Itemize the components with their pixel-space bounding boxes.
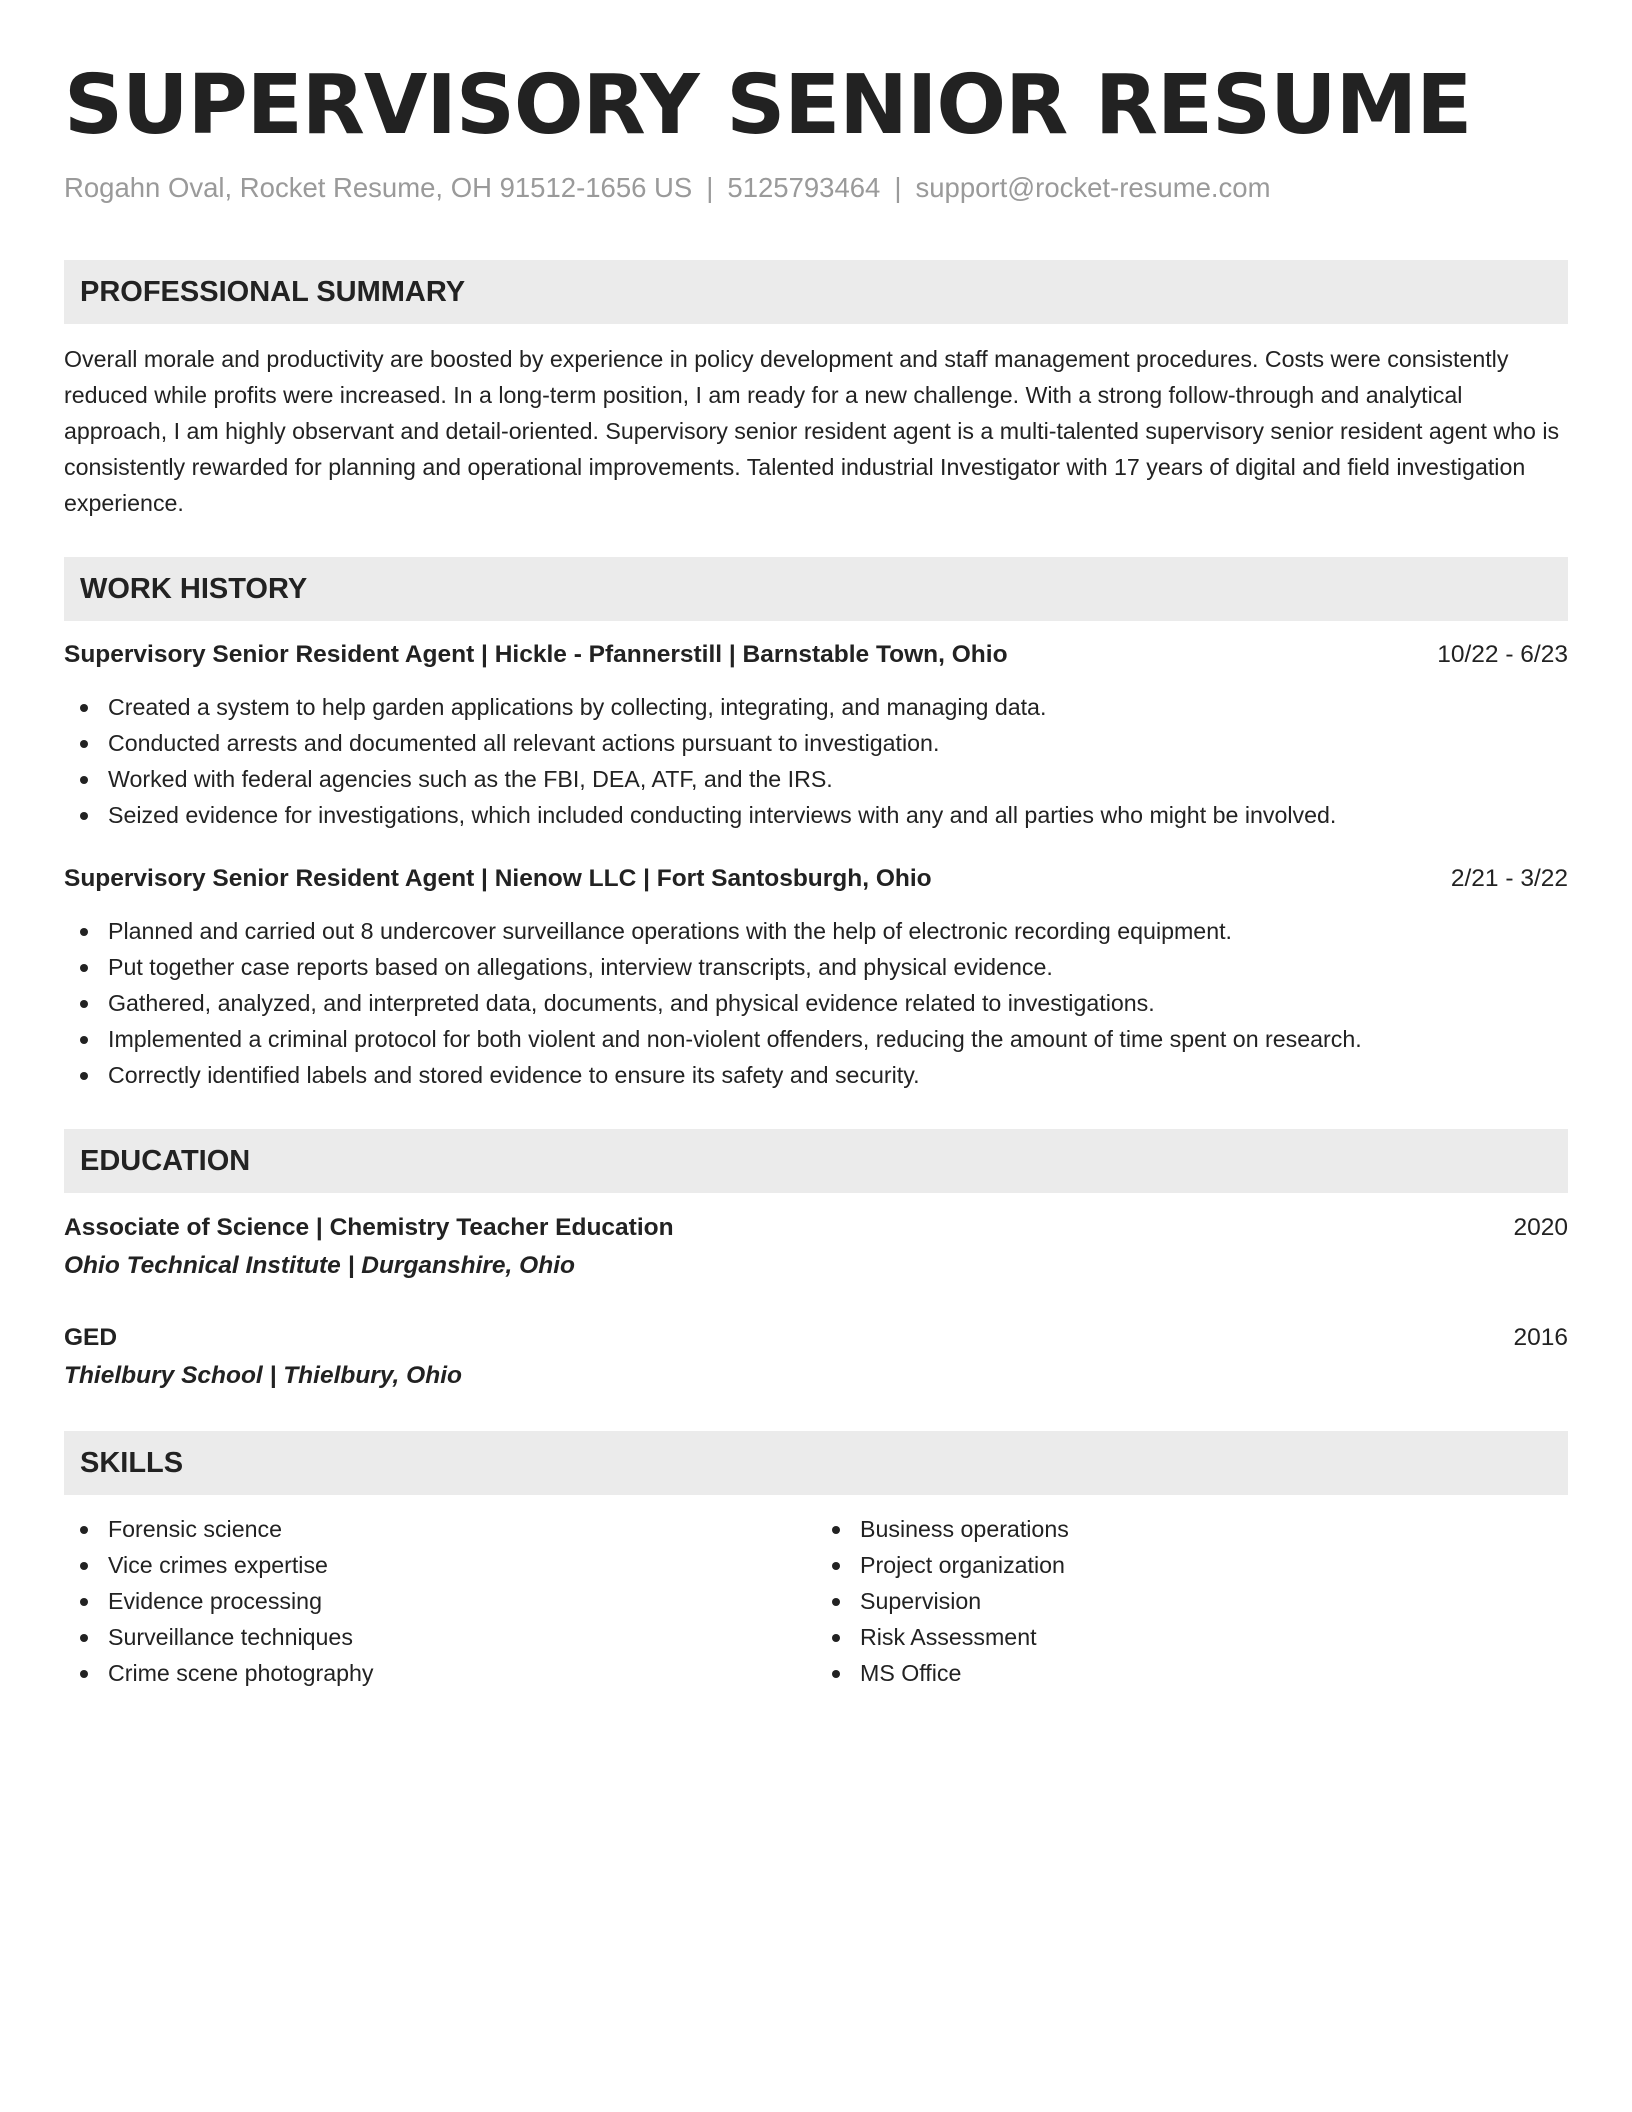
bullet-icon: [80, 1072, 88, 1080]
skill-item: [64, 1583, 816, 1619]
skill-text: Vice crimes expertise: [108, 1552, 328, 1578]
section-header-summary: [64, 260, 1568, 324]
bullet-icon: [80, 1598, 88, 1606]
bullet-icon: [80, 1634, 88, 1642]
bullet-icon: [80, 964, 88, 972]
bullet-icon: [832, 1562, 840, 1570]
job-bullet: [64, 797, 1568, 833]
skills-grid: [64, 1511, 1568, 1691]
education-header: [64, 1319, 1568, 1357]
skill-text: MS Office: [860, 1660, 962, 1686]
contact-address: Rogahn Oval, Rocket Resume, OH 91512-1656 US: [64, 172, 693, 203]
education-entry: [64, 1319, 1568, 1395]
job-bullet: [64, 1021, 1568, 1057]
section-header-education: [64, 1129, 1568, 1193]
skill-item: [816, 1583, 1568, 1619]
skill-item: [816, 1511, 1568, 1547]
job-bullet: [64, 985, 1568, 1021]
bullet-icon: [80, 812, 88, 820]
job-header: [64, 637, 1568, 673]
contact-line: [64, 170, 1568, 206]
skill-item: [816, 1547, 1568, 1583]
skill-text: Forensic science: [108, 1516, 282, 1542]
contact-email: support@rocket-resume.com: [915, 172, 1271, 203]
summary-text: Overall morale and productivity are boosted by experience in policy development and staff management procedures. Costs were consistently reduced while profits were increased. In a long-term position, I am ready for a new challenge. With a strong follow-through and analytical approach, I am highly observant and detail-oriented. Supervisory senior resident agent is a multi-talented supervisory senior resident agent who is consistently rewarded for planning and operational improvements. Talented industrial Investigator with 17 years of digital and field investigation experience.: [64, 346, 1560, 516]
job-bullet: [64, 761, 1568, 797]
skill-item: [64, 1619, 816, 1655]
education-year: 2016: [1513, 1324, 1568, 1351]
skill-item: [64, 1655, 816, 1691]
job-bullet: [64, 725, 1568, 761]
skills-list: [64, 1511, 816, 1691]
bullet-icon: [80, 1036, 88, 1044]
section-header-skills: [64, 1431, 1568, 1495]
skills-list: [816, 1511, 1568, 1691]
skill-text: Business operations: [860, 1516, 1069, 1542]
job-bullet-text: Gathered, analyzed, and interpreted data, documents, and physical evidence related to investigations.: [108, 990, 1155, 1016]
bullet-icon: [80, 776, 88, 784]
section-title: SKILLS: [80, 1446, 184, 1479]
job-bullet-text: Seized evidence for investigations, which included conducting interviews with any and all parties who might be involved.: [108, 802, 1337, 828]
skill-text: Supervision: [860, 1588, 982, 1614]
job-bullet-text: Created a system to help garden applications by collecting, integrating, and managing data.: [108, 694, 1047, 720]
job-header: [64, 861, 1568, 897]
job-entry: [64, 861, 1568, 1093]
job-bullet-text: Implemented a criminal protocol for both violent and non-violent offenders, reducing the amount of time spent on research.: [108, 1026, 1362, 1052]
job-bullet-list: [64, 913, 1568, 1093]
skill-text: Crime scene photography: [108, 1660, 374, 1686]
job-bullet-text: Put together case reports based on allegations, interview transcripts, and physical evidence.: [108, 954, 1053, 980]
education-degree: GED: [64, 1324, 118, 1351]
bullet-icon: [80, 1000, 88, 1008]
bullet-icon: [80, 1562, 88, 1570]
skills-column-right: [816, 1511, 1568, 1691]
skill-text: Evidence processing: [108, 1588, 322, 1614]
skill-text: Project organization: [860, 1552, 1065, 1578]
job-dates: 2/21 - 3/22: [1450, 865, 1568, 892]
education-year: 2020: [1513, 1214, 1568, 1241]
section-title: EDUCATION: [80, 1144, 251, 1177]
resume-title: SUPERVISORY SENIOR RESUME: [64, 58, 1472, 153]
job-bullet-text: Planned and carried out 8 undercover surveillance operations with the help of electronic recording equipment.: [108, 918, 1232, 944]
education-school: Thielbury School | Thielbury, Ohio: [64, 1362, 462, 1389]
contact-phone: 5125793464: [727, 172, 881, 203]
job-title: Supervisory Senior Resident Agent | Nienow LLC | Fort Santosburgh, Ohio: [64, 865, 932, 892]
bullet-icon: [80, 704, 88, 712]
job-bullet-text: Worked with federal agencies such as the FBI, DEA, ATF, and the IRS.: [108, 766, 833, 792]
section-header-work-history: [64, 557, 1568, 621]
skills-column-left: [64, 1511, 816, 1691]
skill-text: Risk Assessment: [860, 1624, 1037, 1650]
education-entry: [64, 1209, 1568, 1285]
bullet-icon: [80, 1526, 88, 1534]
job-bullet: [64, 949, 1568, 985]
bullet-icon: [832, 1598, 840, 1606]
bullet-icon: [80, 740, 88, 748]
skill-text: Surveillance techniques: [108, 1624, 353, 1650]
job-dates: 10/22 - 6/23: [1437, 641, 1568, 668]
education-degree: Associate of Science | Chemistry Teacher Education: [64, 1214, 674, 1241]
job-bullet-text: Correctly identified labels and stored evidence to ensure its safety and security.: [108, 1062, 920, 1088]
job-bullet: [64, 1057, 1568, 1093]
education-school: Ohio Technical Institute | Durganshire, Ohio: [64, 1252, 575, 1279]
bullet-icon: [832, 1670, 840, 1678]
job-bullet-text: Conducted arrests and documented all relevant actions pursuant to investigation.: [108, 730, 940, 756]
job-bullet: [64, 913, 1568, 949]
section-title: WORK HISTORY: [80, 572, 308, 605]
section-title: PROFESSIONAL SUMMARY: [80, 275, 466, 308]
job-bullet-list: [64, 689, 1568, 833]
job-entry: [64, 637, 1568, 833]
job-title: Supervisory Senior Resident Agent | Hickle - Pfannerstill | Barnstable Town, Ohio: [64, 641, 1008, 668]
bullet-icon: [80, 1670, 88, 1678]
contact-separator: |: [894, 172, 902, 203]
bullet-icon: [80, 928, 88, 936]
education-header: [64, 1209, 1568, 1247]
job-bullet: [64, 689, 1568, 725]
skill-item: [816, 1655, 1568, 1691]
bullet-icon: [832, 1634, 840, 1642]
skill-item: [816, 1619, 1568, 1655]
skill-item: [64, 1511, 816, 1547]
contact-separator: |: [706, 172, 714, 203]
bullet-icon: [832, 1526, 840, 1534]
skill-item: [64, 1547, 816, 1583]
